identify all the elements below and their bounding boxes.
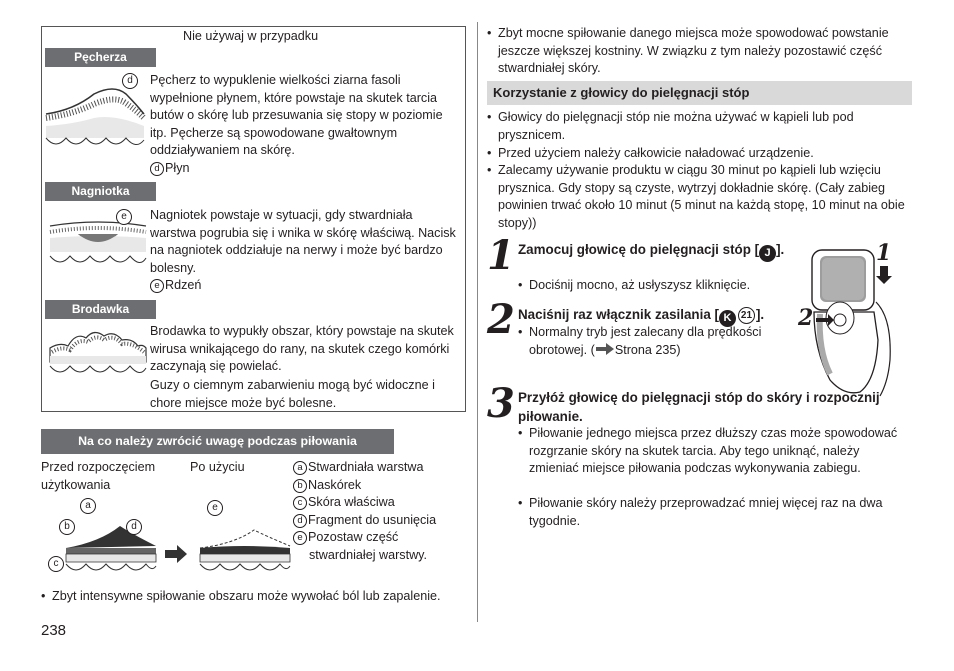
- step-3-note-1: • Piłowanie jednego miejsca przez dłuższy czas może spowodować rozgrzanie skóry na skutek tarcia. Aby tego uniknąć, należy zmieniać miejsce piłowania podczas wykonywania zabiegu.: [518, 425, 910, 478]
- wart-text-2: Guzy o ciemnym zabarwieniu mogą być widoczne i chore miejsce może być bolesne.: [150, 378, 435, 410]
- blister-text: Pęcherz to wypuklenie wielkości ziarna fasoli wypełnione płynem, które powstaje na skutek tarcia butów o skórę lub przesuwania się stopy w poziomie itp. Pęcherze są spowodowane gwałtownym oddziaływaniem na skórę.: [150, 73, 443, 158]
- before-diagram: [60, 514, 160, 578]
- marker-e-corn: e: [116, 209, 132, 225]
- blister-legend: [150, 160, 190, 178]
- step-3-number: 3: [487, 380, 515, 427]
- legend-b: b Naskórek: [293, 477, 468, 495]
- step-3-note-2: • Piłowanie skóry należy przeprowadzać mniej więcej raz na dwa tygodnie.: [518, 495, 910, 530]
- page-number: 238: [41, 622, 67, 639]
- arrow-right-icon: [163, 544, 189, 564]
- corn-text: Nagniotek powstaje w sytuacji, gdy stwardniała warstwa pogrubia się i wnika w skórę właściwą. Nacisk na nagniotek oddziałuje na nerwy i może być bardzo bolesny.: [150, 208, 456, 275]
- after-diagram: [194, 514, 294, 578]
- bullet-2: • Przed użyciem należy całkowicie naładować urządzenie.: [487, 145, 912, 163]
- marker-b: b: [59, 519, 75, 535]
- legend-a: a Stwardniała warstwa: [293, 459, 468, 477]
- marker-c: c: [48, 556, 64, 572]
- label-blister: Pęcherza: [45, 48, 156, 67]
- step-1-note: • Dociśnij mocno, aż usłyszysz kliknięcie.: [518, 277, 778, 295]
- bottom-note: • Zbyt intensywne spiłowanie obszaru może wywołać ból lub zapalenie.: [41, 588, 471, 606]
- marker-a: a: [80, 498, 96, 514]
- corn-illustration: [48, 212, 148, 284]
- step-1-number: 1: [487, 232, 515, 279]
- marker-e-legend: e: [150, 279, 164, 293]
- bullet-3: • Zalecamy używanie produktu w ciągu 30 minut po kąpieli lub wzięciu prysznica. Gdy stopy są czyste, wytrzyj dokładnie skórę. (Cały zabieg powinien trwać około 10 minut (5 minut na każdą stopę, 10 minut na obie stopy)): [487, 162, 912, 232]
- diagram-legend: [293, 459, 468, 565]
- device-illustration: [800, 240, 912, 400]
- marker-d-blister: d: [122, 73, 138, 89]
- marker-e: e: [207, 500, 223, 516]
- ref-21: 21: [738, 307, 755, 324]
- step-2-number: 2: [487, 296, 515, 343]
- marker-d: d: [126, 519, 142, 535]
- corn-legend: [150, 277, 201, 295]
- legend-fluid: Płyn: [165, 161, 190, 175]
- box-header: Nie używaj w przypadku: [183, 29, 319, 43]
- section-heading: Korzystanie z głowicy do pielęgnacji stóp: [487, 81, 912, 105]
- wart-text: Brodawka to wypukły obszar, który powstaje na skutek wirusa wnikającego do rany, na skutek czego komórki zaczynają się powielać.: [150, 324, 454, 374]
- attention-header: Na co należy zwrócić uwagę podczas piłowania: [41, 429, 394, 454]
- legend-c: c Skóra właściwa: [293, 494, 468, 512]
- before-label: Przed rozpoczęciem użytkowania: [41, 460, 156, 492]
- label-corn: Nagniotka: [45, 182, 156, 201]
- column-divider: [477, 22, 478, 622]
- page-arrow-icon: [595, 343, 615, 355]
- after-label: Po użyciu: [190, 460, 245, 474]
- label-wart: Brodawka: [45, 300, 156, 319]
- illus-label-2: 2: [798, 305, 814, 331]
- wart-illustration: [48, 326, 148, 390]
- illus-label-1: 1: [876, 240, 892, 266]
- legend-core: Rdzeń: [165, 278, 202, 292]
- step-2-title: Naciśnij raz włącznik zasilania [ K 21 ].: [518, 305, 808, 327]
- bullet-1: • Głowicy do pielęgnacji stóp nie można używać w kąpieli lub pod prysznicem.: [487, 109, 912, 144]
- badge-j-icon: J: [759, 245, 776, 262]
- marker-d-legend: d: [150, 162, 164, 176]
- badge-k-icon: K: [719, 310, 736, 327]
- step-3-title: Przyłóż głowicę do pielęgnacji stóp do skóry i rozpocznij piłowanie.: [518, 390, 880, 424]
- legend-e: e Pozostaw część stwardniałej warstwy.: [293, 529, 468, 564]
- legend-d: d Fragment do usunięcia: [293, 512, 468, 530]
- step-1-title: Zamocuj głowicę do pielęgnacji stóp [ J ].: [518, 240, 788, 262]
- top-note: • Zbyt mocne spiłowanie danego miejsca może spowodować powstanie jeszcze większej kostniny. W związku z tym należy pozostawić część stwardniałej skóry.: [487, 25, 912, 78]
- step-2-note: • Normalny tryb jest zalecany dla prędkości obrotowej. ( Strona 235): [518, 324, 788, 359]
